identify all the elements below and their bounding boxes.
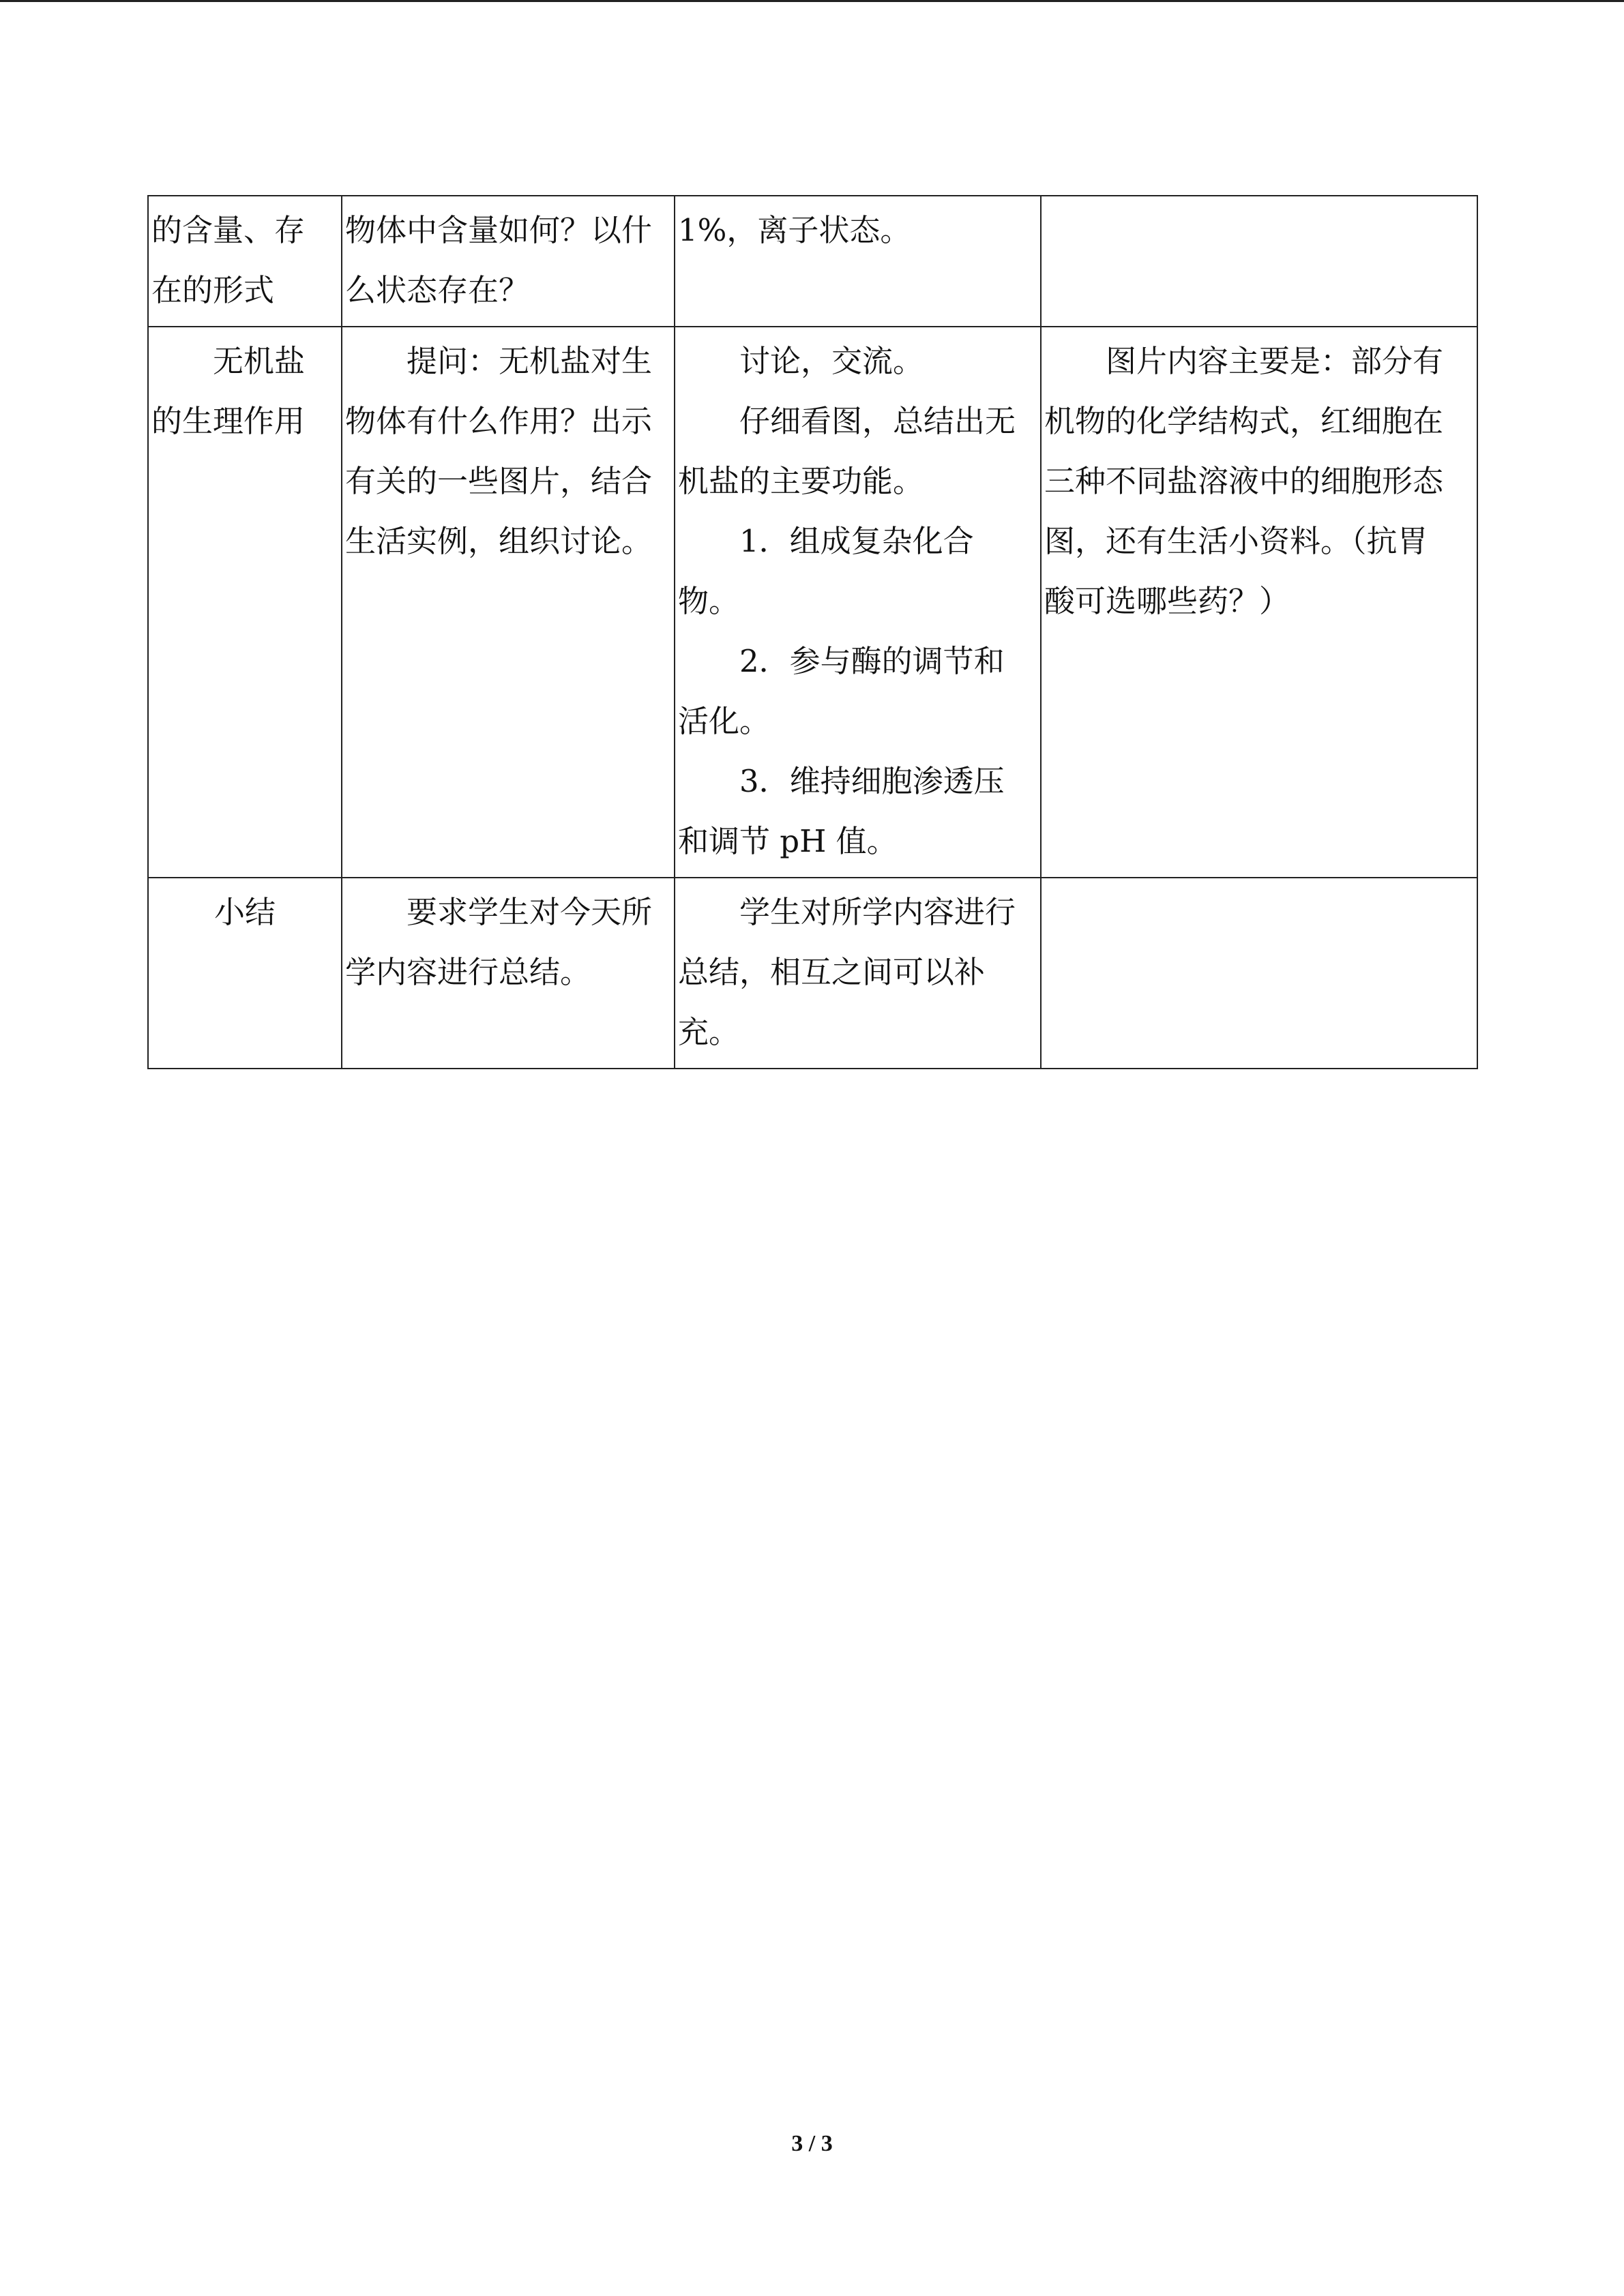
- table-row-summary: [148, 878, 1477, 1069]
- cell-text-line: 1．组成复杂化合: [739, 523, 974, 559]
- cell-text-line: 物体有什么作用？出示: [345, 403, 653, 439]
- cell-text-line: 提问：无机盐对生: [407, 343, 653, 379]
- cell-text-line: 活化。: [678, 703, 771, 739]
- table-row-content-form: [148, 196, 1477, 327]
- cell-text-line: 机盐的主要功能。: [678, 463, 924, 499]
- cell-text-line: 要求学生对今天所: [407, 894, 653, 930]
- cell-student-activity: [675, 196, 1041, 327]
- cell-text-line: 和调节 pH 值。: [678, 823, 898, 859]
- cell-notes: [1041, 327, 1477, 878]
- cell-text-line: 仔细看图，总结出无: [739, 403, 1016, 439]
- cell-teacher-activity: [342, 878, 675, 1069]
- cell-text-line: 物体中含量如何？以什: [345, 212, 653, 248]
- page-top-border: [0, 0, 1624, 2]
- cell-text-line: 2．参与酶的调节和: [739, 643, 1005, 679]
- cell-teacher-activity: [342, 196, 675, 327]
- cell-topic: [148, 196, 342, 327]
- lesson-plan-table: [147, 195, 1478, 1069]
- cell-notes: [1041, 878, 1477, 1069]
- cell-text-line: 小结: [213, 894, 276, 930]
- cell-text-line: 1%，离子状态。: [678, 212, 911, 248]
- cell-text-line: 学内容进行总结。: [345, 954, 591, 990]
- cell-notes: [1041, 196, 1477, 327]
- cell-text-line: 生活实例，组织讨论。: [345, 523, 653, 559]
- cell-text-line: 机物的化学结构式，红细胞在: [1044, 403, 1444, 439]
- cell-student-activity: [675, 878, 1041, 1069]
- cell-text-line: 图片内容主要是：部分有: [1106, 343, 1444, 379]
- cell-text-line: 图，还有生活小资料。（抗胃: [1044, 523, 1428, 559]
- cell-student-activity: [675, 327, 1041, 878]
- cell-text-line: 的生理作用: [151, 403, 306, 439]
- cell-text-line: 讨论，交流。: [739, 343, 924, 379]
- cell-topic: [148, 878, 342, 1069]
- cell-teacher-activity: [342, 327, 675, 878]
- table-row-physiological-role: [148, 327, 1477, 878]
- cell-text-line: 总结，相互之间可以补: [678, 954, 986, 990]
- cell-topic: [148, 327, 342, 878]
- cell-text-line: 三种不同盐溶液中的细胞形态: [1044, 463, 1444, 499]
- cell-text-line: 充。: [678, 1014, 740, 1050]
- cell-text-line: 无机盐: [213, 343, 306, 379]
- page-number: 3 / 3: [791, 2131, 833, 2156]
- cell-text-line: 么状态存在？: [345, 272, 530, 308]
- cell-text-line: 的含量、存: [151, 212, 306, 248]
- cell-text-line: 酸可选哪些药？）: [1044, 583, 1290, 619]
- cell-text-line: 在的形式: [151, 272, 275, 308]
- cell-text-line: 3．维持细胞渗透压: [739, 763, 1005, 799]
- cell-text-line: 有关的一些图片，结合: [345, 463, 653, 499]
- cell-text-line: 物。: [678, 583, 740, 619]
- cell-text-line: 学生对所学内容进行: [739, 894, 1016, 930]
